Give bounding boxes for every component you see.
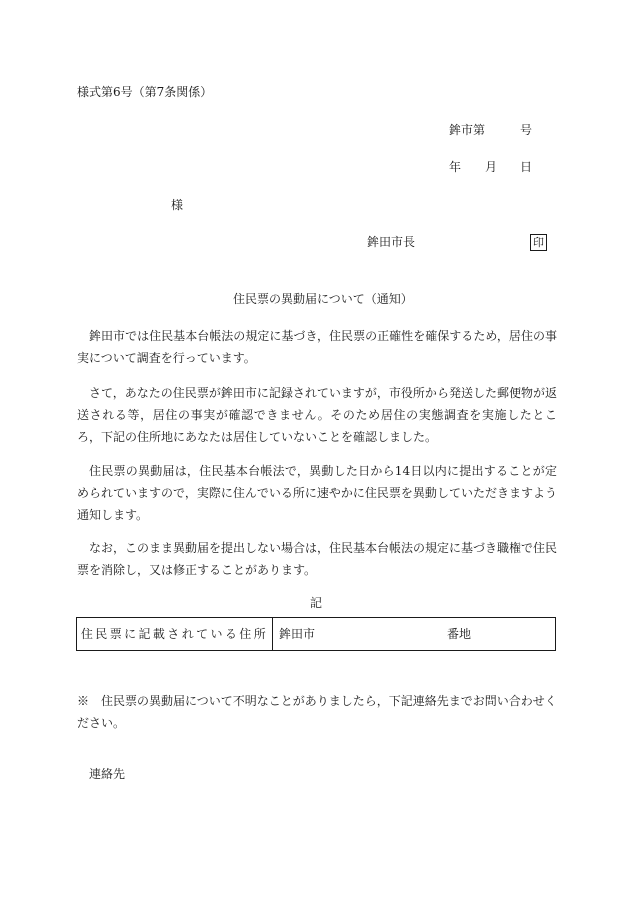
doc-number-suffix: 号 bbox=[520, 123, 533, 137]
paragraph-1: 鉾田市では住民基本台帳法の規定に基づき，住民票の正確性を確保するため，居住の事実について調査を行っています。 bbox=[77, 329, 557, 365]
paragraph-3: 住民票の異動届は，住民基本台帳法で，異動した日から14日以内に提出することが定められていますので，実際に住んでいる所に速やかに住民票を異動していただきますよう通知します。 bbox=[77, 464, 557, 522]
paragraph-4: なお，このまま異動届を提出しない場合は，住民基本台帳法の規定に基づき職権で住民票を消除し，又は修正することがあります。 bbox=[77, 541, 558, 577]
paragraph-2: さて，あなたの住民票が鉾田市に記録されていますが，市役所から発送した郵便物が返送される等，居住の事実が確認できません。そのため居住の実態調査を実施したところ，下記の住所地にあなたは居住していないことを確認しました。 bbox=[77, 386, 557, 444]
page-title: 住民票の異動届について（通知） bbox=[233, 292, 413, 306]
contact-label: 連絡先 bbox=[89, 767, 126, 781]
addressee-suffix: 様 bbox=[171, 198, 184, 212]
form-number: 様式第6号（第7条関係） bbox=[77, 85, 213, 99]
record-heading: 記 bbox=[310, 596, 323, 610]
inquiry-note: ※ 住民票の異動届について不明なことがありましたら，下記連絡先までお問い合わせください。 bbox=[77, 694, 557, 730]
address-table-banchi: 番地 bbox=[447, 627, 472, 641]
address-table-label: 住民票に記載されている住所 bbox=[77, 618, 273, 650]
seal-stamp: 印 bbox=[530, 234, 547, 251]
date-day: 日 bbox=[520, 160, 533, 174]
address-table bbox=[76, 617, 556, 651]
address-table-city: 鉾田市 bbox=[279, 627, 316, 641]
doc-number-prefix: 鉾市第 bbox=[449, 123, 486, 137]
date-month: 月 bbox=[485, 160, 498, 174]
date-year: 年 bbox=[449, 160, 462, 174]
sender-name: 鉾田市長 bbox=[367, 235, 416, 249]
